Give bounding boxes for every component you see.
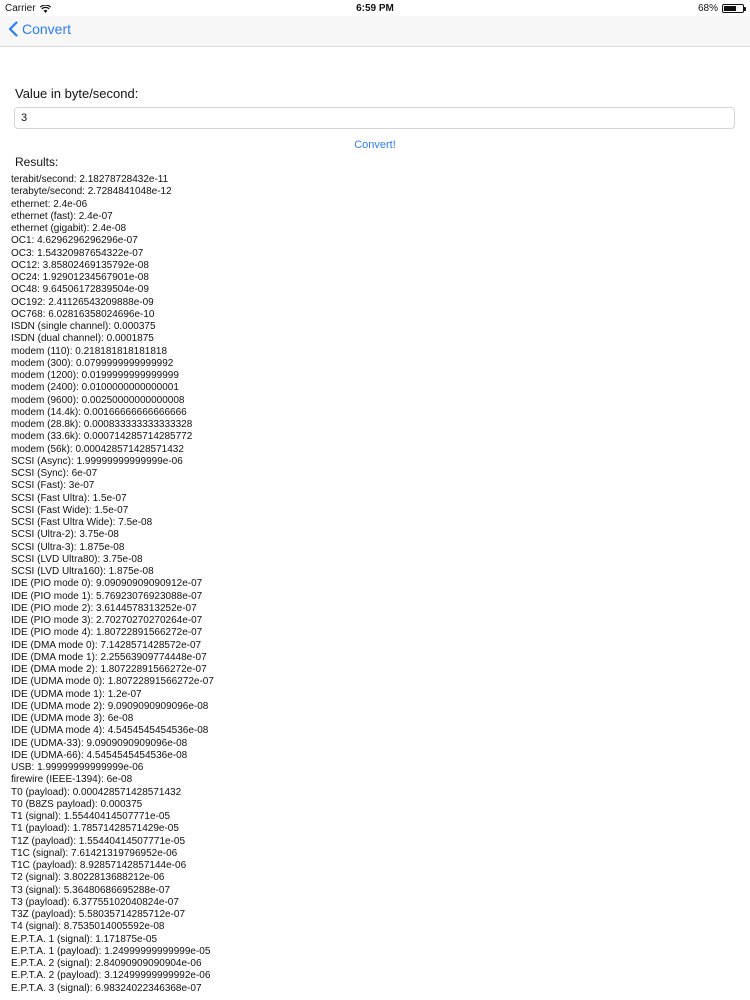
value-input[interactable] xyxy=(14,107,735,129)
result-item: USB: 1.99999999999999e-06 xyxy=(11,762,144,773)
result-item: SCSI (Ultra-2): 3.75e-08 xyxy=(11,529,119,541)
result-item: OC12: 3.85802469135792e-08 xyxy=(11,259,149,271)
result-item: OC3: 1.54320987654322e-07 xyxy=(11,247,144,259)
result-item: modem (1200): 0.0199999999999999 xyxy=(11,370,179,381)
result-item: E.P.T.A. 1 (signal): 1.171875e-05 xyxy=(11,933,158,945)
result-item: E.P.T.A. 2 (signal): 2.84090909090904e-06 xyxy=(11,958,202,969)
navigation-bar xyxy=(0,16,750,47)
result-item: SCSI (Async): 1.99999999999999e-06 xyxy=(11,455,183,467)
result-item: SCSI (Ultra-3): 1.875e-08 xyxy=(11,541,125,553)
value-label: Value in byte/second: xyxy=(15,86,139,101)
result-item: T0 (B8ZS payload): 0.000375 xyxy=(11,798,143,810)
back-button-label: Convert xyxy=(22,21,72,37)
result-item: modem (110): 0.218181818181818 xyxy=(11,345,168,357)
result-item: IDE (DMA mode 2): 1.80722891566272e-07 xyxy=(11,664,207,675)
result-item: SCSI (LVD Ultra80): 3.75e-08 xyxy=(11,553,143,565)
result-item: modem (56k): 0.000428571428571432 xyxy=(11,443,184,455)
result-item: E.P.T.A. 3 (signal): 6.98324022346368e-07 xyxy=(11,982,202,994)
result-item: ethernet (fast): 2.4e-07 xyxy=(11,210,113,222)
result-item: IDE (UDMA-33): 9.0909090909096e-08 xyxy=(11,737,188,749)
result-item: modem (2400): 0.0100000000000001 xyxy=(11,382,179,394)
result-item: T1 (payload): 1.78571428571429e-05 xyxy=(11,823,179,835)
status-right xyxy=(698,3,744,14)
result-item: IDE (UDMA-66): 4.5454545454536e-08 xyxy=(11,749,188,761)
result-item: SCSI (Fast Ultra Wide): 7.5e-08 xyxy=(11,517,153,528)
status-time: 6:59 PM xyxy=(356,3,394,14)
convert-button[interactable]: Convert! xyxy=(354,139,396,151)
result-item: OC192: 2.41126543209888e-09 xyxy=(11,296,154,308)
result-item: SCSI (Sync): 6e-07 xyxy=(11,468,98,479)
result-item: SCSI (Fast Ultra): 1.5e-07 xyxy=(11,492,127,504)
chevron-left-icon xyxy=(8,21,18,37)
result-item: modem (33.6k): 0.000714285714285772 xyxy=(11,431,193,443)
result-item: terabit/second: 2.18278728432e-11 xyxy=(11,174,169,185)
result-item: T4 (signal): 8.7535014005592e-08 xyxy=(11,921,165,933)
results-list xyxy=(11,174,214,995)
result-item: T3 (payload): 6.37755102040824e-07 xyxy=(11,896,179,908)
result-item: ISDN (single channel): 0.000375 xyxy=(11,321,156,332)
result-item: E.P.T.A. 1 (payload): 1.24999999999999e-05 xyxy=(11,945,211,957)
result-item: IDE (DMA mode 1): 2.25563909774448e-07 xyxy=(11,651,207,663)
result-item: T3 (signal): 5.36480686695288e-07 xyxy=(11,884,171,896)
results-label: Results: xyxy=(15,155,59,169)
result-item: OC768: 6.02816358024696e-10 xyxy=(11,308,155,320)
result-item: modem (14.4k): 0.00166666666666666 xyxy=(11,406,187,418)
result-item: OC24: 1.92901234567901e-08 xyxy=(11,272,149,283)
result-item: terabyte/second: 2.7284841048e-12 xyxy=(11,186,172,198)
status-bar xyxy=(0,0,750,16)
result-item: firewire (IEEE-1394): 6e-08 xyxy=(11,774,133,786)
result-item: T1C (payload): 8.92857142857144e-06 xyxy=(11,860,187,871)
result-item: ethernet (gigabit): 2.4e-08 xyxy=(11,223,127,234)
result-item: modem (28.8k): 0.000833333333333328 xyxy=(11,419,193,430)
result-item: IDE (UDMA mode 1): 1.2e-07 xyxy=(11,688,142,700)
result-item: IDE (UDMA mode 2): 9.0909090909096e-08 xyxy=(11,700,209,712)
result-item: modem (300): 0.0799999999999992 xyxy=(11,357,174,369)
back-button[interactable] xyxy=(8,21,71,37)
result-item: IDE (PIO mode 1): 5.76923076923088e-07 xyxy=(11,590,203,602)
result-item: IDE (PIO mode 0): 9.09090909090912e-07 xyxy=(11,578,203,590)
result-item: IDE (PIO mode 3): 2.70270270270264e-07 xyxy=(11,615,203,626)
result-item: ethernet: 2.4e-06 xyxy=(11,198,88,210)
result-item: T3Z (payload): 5.58035714285712e-07 xyxy=(11,909,186,920)
result-item: SCSI (Fast): 3e-07 xyxy=(11,480,95,492)
result-item: IDE (PIO mode 4): 1.80722891566272e-07 xyxy=(11,627,203,639)
carrier-label: Carrier xyxy=(5,3,36,14)
result-item: IDE (UDMA mode 0): 1.80722891566272e-07 xyxy=(11,676,214,688)
result-item: SCSI (Fast Wide): 1.5e-07 xyxy=(11,504,129,516)
battery-level xyxy=(724,6,736,11)
result-item: OC48: 9.64506172839504e-09 xyxy=(11,284,149,296)
result-item: T1 (signal): 1.55440414507771e-05 xyxy=(11,811,171,822)
result-item: IDE (PIO mode 2): 3.6144578313252e-07 xyxy=(11,602,197,614)
result-item: T1C (signal): 7.61421319796952e-06 xyxy=(11,847,178,859)
result-item: modem (9600): 0.00250000000000008 xyxy=(11,394,185,406)
result-item: E.P.T.A. 2 (payload): 3.12499999999992e-06 xyxy=(11,970,211,982)
result-item: T1Z (payload): 1.55440414507771e-05 xyxy=(11,835,186,847)
battery-icon xyxy=(722,4,744,13)
result-item: ISDN (dual channel): 0.0001875 xyxy=(11,333,154,345)
battery-percent: 68% xyxy=(697,3,718,14)
result-item: IDE (DMA mode 0): 7.1428571428572e-07 xyxy=(11,639,202,651)
result-item: OC1: 4.6296296296296e-07 xyxy=(11,235,138,247)
result-item: SCSI (LVD Ultra160): 1.875e-08 xyxy=(11,566,154,577)
result-item: IDE (UDMA mode 4): 4.5454545454536e-08 xyxy=(11,725,209,737)
result-item: T0 (payload): 0.000428571428571432 xyxy=(11,786,182,798)
result-item: IDE (UDMA mode 3): 6e-08 xyxy=(11,713,134,724)
result-item: T2 (signal): 3.8022813688212e-06 xyxy=(11,872,165,884)
